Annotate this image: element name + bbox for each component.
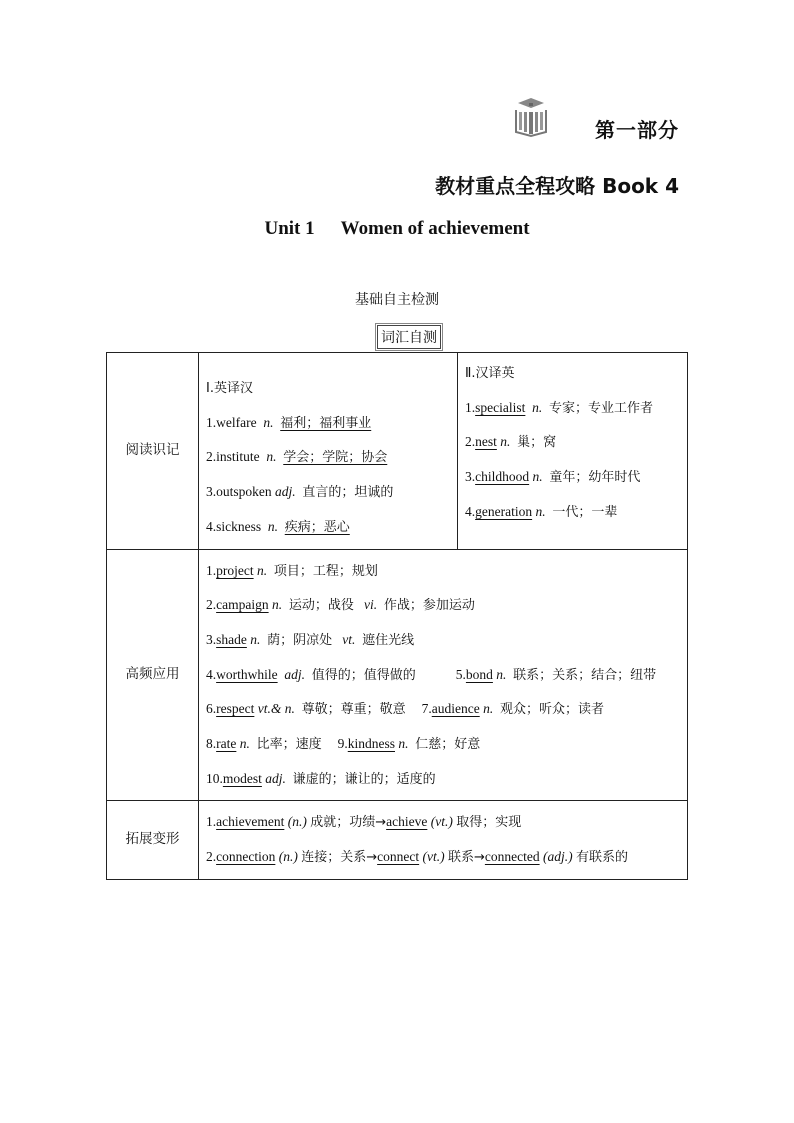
right-heading: Ⅱ.汉译英	[465, 366, 515, 381]
list-item: 2.institute n. 学会；学院；协会	[206, 449, 388, 466]
list-item: 6.respect vt.& n. 尊敬；尊重；敬意 7.audience n. 观众；听众；读者	[206, 701, 604, 718]
high-freq-cell	[199, 549, 688, 801]
left-column	[199, 353, 458, 550]
book-title: 教材重点全程攻略 Book 4	[435, 174, 679, 198]
table-row	[107, 549, 688, 801]
list-item: 8.rate n. 比率；速度 9.kindness n. 仁慈；好意	[206, 736, 481, 753]
category-cell: 高频应用	[107, 549, 199, 801]
list-item: 1.specialist n. 专家；专业工作者	[465, 399, 654, 416]
list-item: 3.outspoken adj. 直言的；坦诚的	[206, 484, 394, 501]
left-heading: Ⅰ.英译汉	[206, 381, 253, 396]
list-item: 1.welfare n. 福利；福利事业	[206, 414, 372, 431]
unit-number: Unit 1	[264, 218, 315, 239]
list-item: 10.modest adj. 谦虚的；谦让的；适度的	[206, 770, 436, 787]
list-item: 4.worthwhile adj. 值得的；值得做的 5.bond n. 联系；关系；结合；纽带	[206, 666, 657, 683]
box-label: 词汇自测	[377, 325, 441, 349]
unit-name: Women of achievement	[340, 218, 530, 239]
list-item: 2.connection (n.) 连接；关系→connect (vt.) 联系→connected (adj.) 有联系的	[206, 849, 628, 866]
list-item: 3.shade n. 荫；阴凉处 vt. 遮住光线	[206, 631, 415, 648]
list-item: 4.generation n. 一代；一辈	[465, 503, 618, 520]
list-item: 1.achievement (n.) 成就；功绩→achieve (vt.) 取得；实现	[206, 814, 522, 831]
part-heading: 第一部分	[595, 118, 679, 142]
vocab-table	[106, 352, 688, 880]
table-row	[107, 801, 688, 879]
category-cell: 拓展变形	[107, 801, 199, 879]
list-item: 2.nest n. 巢；窝	[465, 434, 557, 451]
list-item: 2.campaign n. 运动；战役 vi. 作战；参加运动	[206, 597, 475, 614]
book-stack-logo-icon	[510, 96, 552, 138]
list-item: 1.project n. 项目；工程；规划	[206, 562, 378, 579]
category-cell: 阅读识记	[107, 353, 199, 550]
expand-cell	[199, 801, 688, 879]
section-heading: 基础自主检测	[355, 292, 439, 308]
list-item: 3.childhood n. 童年；幼年时代	[465, 469, 641, 486]
list-item: 4.sickness n. 疾病；恶心	[206, 518, 350, 535]
right-column	[458, 353, 688, 550]
table-row	[107, 353, 688, 550]
unit-title	[0, 218, 794, 240]
